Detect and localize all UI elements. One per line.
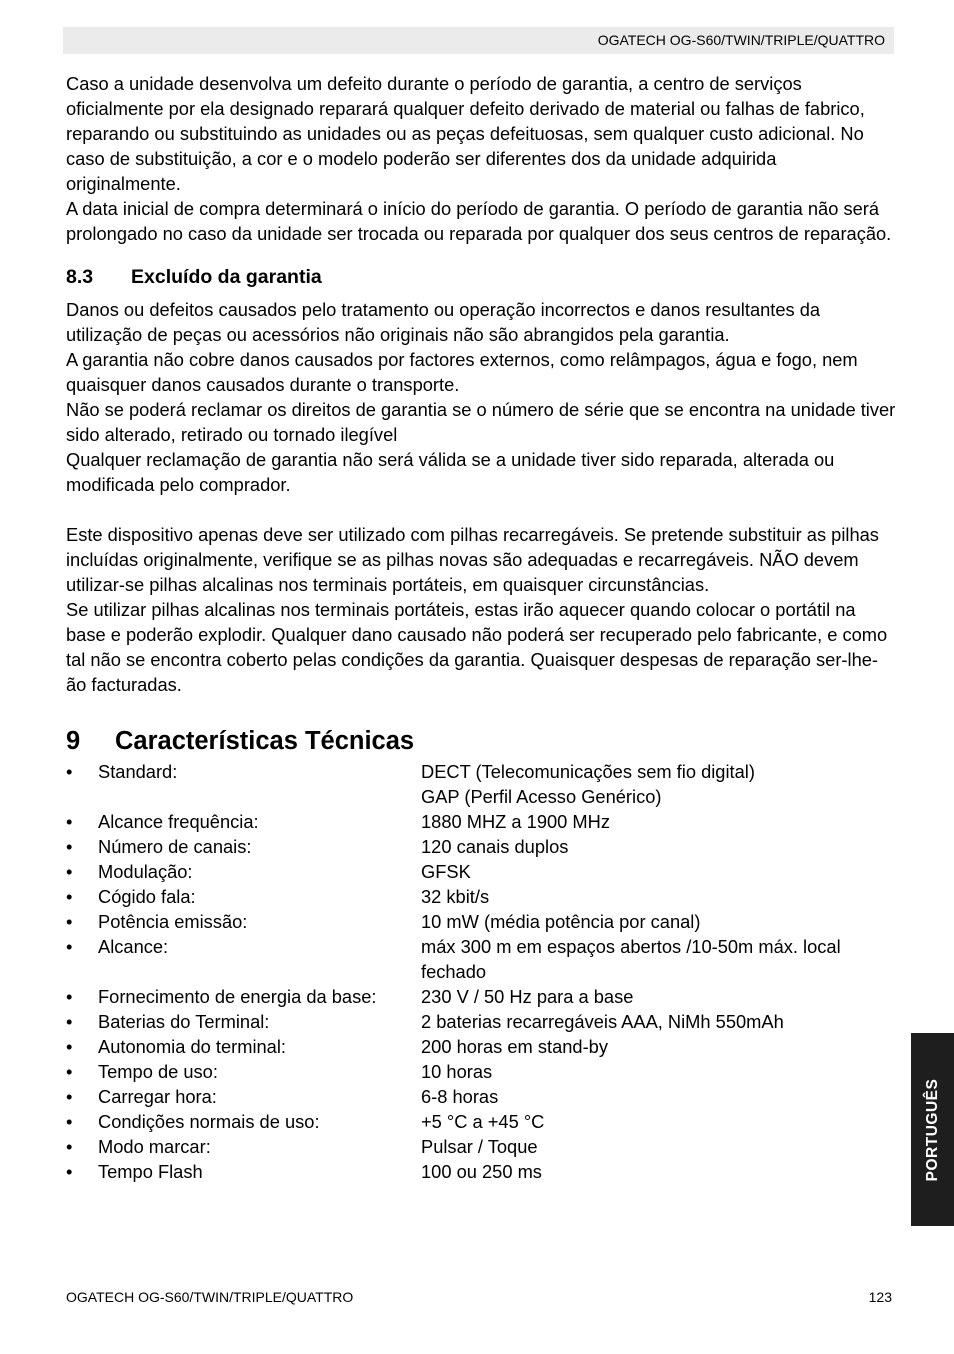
bullet: •	[66, 1036, 73, 1057]
spec-label: Cógido fala:	[98, 886, 196, 907]
spec-value: GFSK	[421, 861, 471, 882]
warranty-paragraph: Danos ou defeitos causados pelo tratamento ou operação incorrectos e danos resultantes da utilização de peças ou acessórios não originais não são abrangidos pela garantia.	[66, 299, 821, 345]
intro-paragraph: A data inicial de compra determinará o início do período de garantia. O período de garantia não será prolongado no caso da unidade ser trocada ou reparada por qualquer dos seus centros de reparação.	[66, 198, 892, 244]
language-tab	[911, 1033, 954, 1226]
spec-value: 2 baterias recarregáveis AAA, NiMh 550mAh	[421, 1011, 784, 1032]
bullet: •	[66, 761, 73, 782]
bullet: •	[66, 811, 73, 832]
spec-row	[66, 1159, 896, 1184]
chapter-number: 9	[66, 727, 81, 755]
warranty-paragraph: A garantia não cobre danos causados por factores externos, como relâmpagos, água e fogo, nem quaisquer danos causados durante o transporte.	[66, 349, 858, 395]
spec-row	[66, 1134, 896, 1159]
spec-label: Alcance:	[98, 936, 169, 957]
spec-label: Alcance frequência:	[98, 811, 259, 832]
page-content	[66, 71, 896, 1184]
spec-value: 100 ou 250 ms	[421, 1161, 542, 1182]
warranty-paragraph: Qualquer reclamação de garantia não será válida se a unidade tiver sido reparada, alterada ou modificada pelo comprador.	[66, 449, 835, 495]
spec-label: Autonomia do terminal:	[98, 1036, 286, 1057]
battery-paragraph: Se utilizar pilhas alcalinas nos terminais portáteis, estas irão aquecer quando colocar o portátil na base e poderão explodir. Qualquer dano causado não poderá ser recuperado pelo fabricante, e como tal não se encontra coberto pelas condições da garantia. Quaisquer despesas de reparação ser-lhe-ão facturadas.	[66, 599, 888, 695]
chapter-heading-9	[66, 725, 896, 757]
spec-row	[66, 1109, 896, 1134]
spec-row	[66, 909, 896, 934]
warranty-paragraph: Não se poderá reclamar os direitos de garantia se o número de série que se encontra na unidade tiver sido alterado, retirado ou tornado ilegível	[66, 399, 896, 445]
bullet: •	[66, 911, 73, 932]
section-heading-8-3	[66, 265, 896, 290]
spec-row	[66, 834, 896, 859]
bullet: •	[66, 836, 73, 857]
spec-value: +5 °C a +45 °C	[421, 1111, 545, 1132]
spec-row	[66, 1034, 896, 1059]
bullet: •	[66, 1136, 73, 1157]
spec-label: Número de canais:	[98, 836, 252, 857]
bullet: •	[66, 1011, 73, 1032]
spec-value: 230 V / 50 Hz para a base	[421, 986, 634, 1007]
spec-label	[98, 784, 421, 809]
spec-row	[66, 984, 896, 1009]
language-tab-label: PORTUGUÊS	[923, 1078, 941, 1181]
spec-value: 10 mW (média potência por canal)	[421, 911, 701, 932]
spec-value: máx 300 m em espaços abertos /10-50m máx. local fechado	[421, 936, 841, 982]
section-number: 8.3	[66, 266, 94, 288]
spec-value: DECT (Telecomunicações sem fio digital)	[421, 761, 755, 782]
footer-title: OGATECH OG-S60/TWIN/TRIPLE/QUATTRO	[66, 1289, 354, 1305]
page-header	[63, 27, 894, 54]
page-number: 123	[868, 1289, 892, 1305]
bullet: •	[66, 1061, 73, 1082]
bullet: •	[66, 986, 73, 1007]
spec-list	[66, 759, 896, 1184]
spec-row	[66, 809, 896, 834]
spec-label: Modulação:	[98, 861, 193, 882]
spec-row	[66, 934, 896, 984]
battery-paragraph: Este dispositivo apenas deve ser utilizado com pilhas recarregáveis. Se pretende substituir as pilhas incluídas originalmente, verifique se as pilhas novas são adequadas e recarregáveis. NÃO devem utilizar-se pilhas alcalinas nos terminais portáteis, em quaisquer circunstâncias.	[66, 524, 879, 595]
spec-label: Condições normais de uso:	[98, 1111, 320, 1132]
spec-value: 200 horas em stand-by	[421, 1036, 608, 1057]
spec-value: 32 kbit/s	[421, 886, 490, 907]
spec-value: 10 horas	[421, 1061, 493, 1082]
spec-value: 6-8 horas	[421, 1086, 499, 1107]
spec-label: Baterias do Terminal:	[98, 1011, 270, 1032]
spec-label: Fornecimento de energia da base:	[98, 986, 377, 1007]
spec-row	[66, 1059, 896, 1084]
spec-row	[66, 884, 896, 909]
spec-label: Tempo Flash	[98, 1161, 203, 1182]
spec-value: 1880 MHZ a 1900 MHz	[421, 811, 610, 832]
chapter-title: Características Técnicas	[115, 727, 415, 755]
bullet: •	[66, 1161, 73, 1182]
spec-label: Tempo de uso:	[98, 1061, 218, 1082]
spec-row	[66, 759, 896, 784]
header-title: OGATECH OG-S60/TWIN/TRIPLE/QUATTRO	[597, 32, 885, 48]
bullet: •	[66, 1086, 73, 1107]
spec-label: Potência emissão:	[98, 911, 248, 932]
section-title: Excluído da garantia	[131, 266, 322, 288]
spec-label: Carregar hora:	[98, 1086, 217, 1107]
spec-row	[66, 784, 896, 809]
spec-row	[66, 1084, 896, 1109]
bullet: •	[66, 936, 73, 957]
spec-value: Pulsar / Toque	[421, 1136, 538, 1157]
paragraph-spacer	[66, 497, 896, 522]
spec-row	[66, 859, 896, 884]
bullet: •	[66, 886, 73, 907]
spec-value: 120 canais duplos	[421, 836, 569, 857]
bullet: •	[66, 861, 73, 882]
spec-row	[66, 1009, 896, 1034]
intro-paragraph: Caso a unidade desenvolva um defeito durante o período de garantia, a centro de serviços oficialmente por ela designado reparará qualquer defeito derivado de material ou falhas de fabrico, reparando ou substituindo as unidades ou as peças defeituosas, sem qualquer custo adicional. No caso de substituição, a cor e o modelo poderão ser diferentes dos da unidade adquirida originalmente.	[66, 73, 865, 194]
spec-value: GAP (Perfil Acesso Genérico)	[421, 786, 662, 807]
bullet: •	[66, 1111, 73, 1132]
spec-label: Modo marcar:	[98, 1136, 211, 1157]
spec-label: Standard:	[98, 761, 178, 782]
